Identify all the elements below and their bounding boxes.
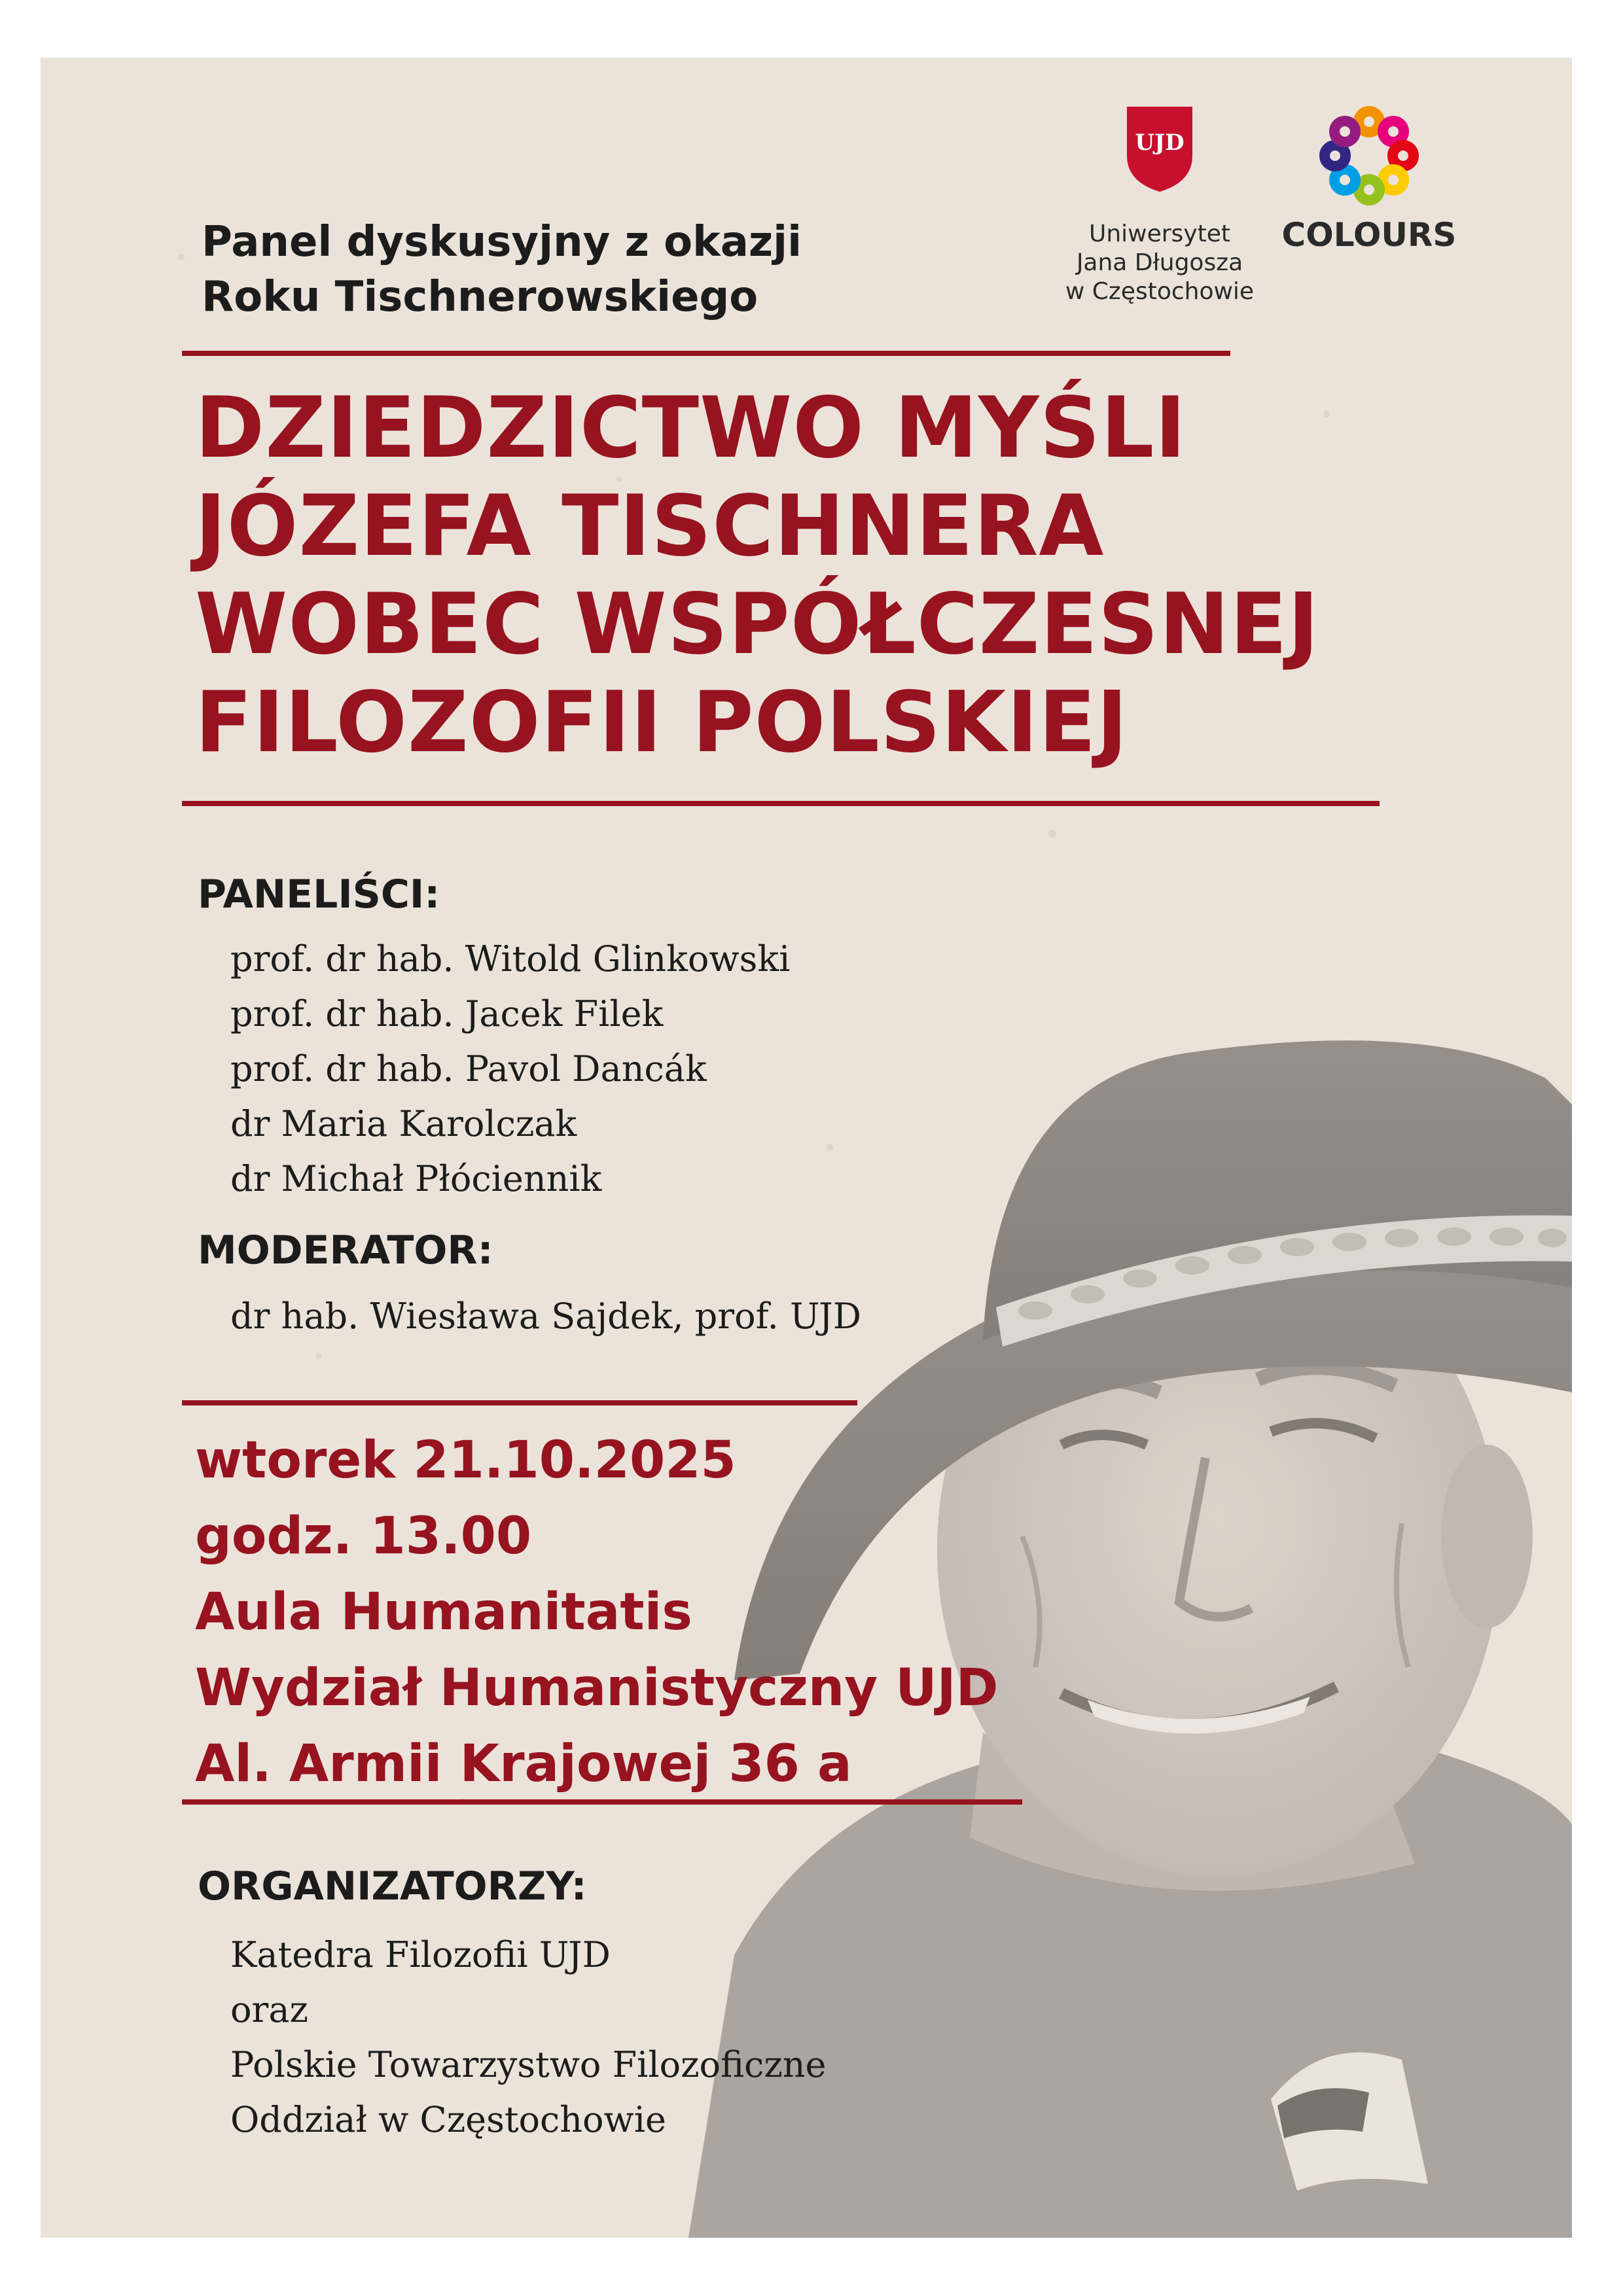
title-line-1: DZIEDZICTWO MYŚLI (195, 380, 1187, 477)
panelist: prof. dr hab. Witold Glinkowski (230, 938, 791, 980)
colours-name: COLOURS (1281, 216, 1457, 254)
main-title (195, 380, 1319, 772)
panelist: dr Maria Karolczak (230, 1103, 577, 1144)
panelists-list (230, 932, 790, 1207)
organizer-line: Katedra Filozofii UJD (230, 1934, 611, 1975)
panelist: prof. dr hab. Pavol Dancák (230, 1048, 707, 1089)
moderator-name: dr hab. Wiesława Sajdek, prof. UJD (230, 1296, 861, 1337)
ujd-name (1048, 220, 1271, 306)
ujd-name-line-1: Uniwersytet (1089, 221, 1230, 247)
organizer-line: Oddział w Częstochowie (230, 2099, 667, 2140)
organizers-heading: ORGANIZATORZY: (198, 1863, 587, 1909)
poster (41, 58, 1572, 2238)
title-line-4: FILOZOFII POLSKIEJ (195, 674, 1128, 771)
event-date: wtorek 21.10.2025 (195, 1431, 736, 1490)
subtitle-line-1: Panel dyskusyjny z okazji (202, 218, 802, 266)
ujd-logo (1048, 103, 1271, 378)
event-room: Aula Humanitatis (195, 1583, 692, 1642)
ujd-mark: UJD (1135, 130, 1185, 156)
organizers-list (230, 1928, 827, 2147)
moderator-heading: MODERATOR: (198, 1227, 493, 1273)
event-subtitle (202, 215, 802, 325)
event-faculty: Wydział Humanistyczny UJD (195, 1659, 999, 1718)
organizer-line: Polskie Towarzystwo Filozoficzne (230, 2044, 827, 2085)
colours-ring-icon (1317, 103, 1421, 208)
event-time: godz. 13.00 (195, 1507, 532, 1566)
organizer-line: oraz (230, 1989, 308, 2030)
title-line-2: JÓZEFA TISCHNERA (195, 478, 1105, 575)
event-address: Al. Armii Krajowej 36 a (195, 1735, 852, 1793)
colours-logo (1271, 103, 1467, 254)
divider-title-bottom (182, 801, 1380, 806)
divider-event-bottom (182, 1799, 1022, 1805)
ujd-name-line-2: Jana Długosza (1076, 249, 1243, 276)
divider-event-top (182, 1400, 857, 1405)
subtitle-line-2: Roku Tischnerowskiego (202, 273, 758, 321)
event-details (195, 1422, 998, 1802)
panelists-heading: PANELIŚCI: (198, 872, 440, 917)
divider-top (182, 351, 1230, 356)
title-line-3: WOBEC WSPÓŁCZESNEJ (195, 576, 1320, 673)
ujd-name-line-3: w Częstochowie (1065, 278, 1255, 305)
panelist: dr Michał Płóciennik (230, 1158, 602, 1199)
panelist: prof. dr hab. Jacek Filek (230, 993, 664, 1034)
